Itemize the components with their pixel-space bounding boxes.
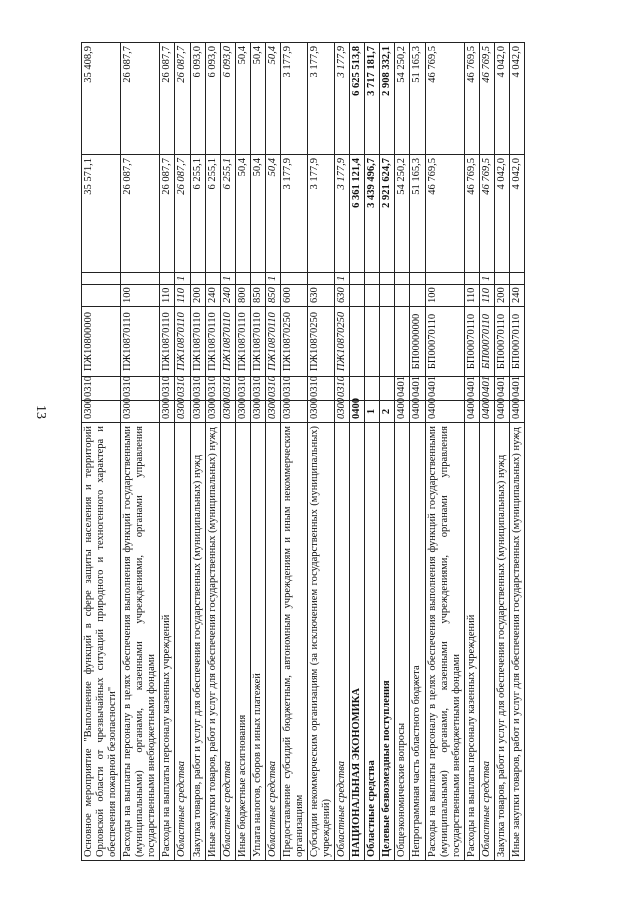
section-code: 0300 xyxy=(160,401,175,423)
section-code: 0400 xyxy=(410,401,425,423)
section-code: 0300 xyxy=(82,401,121,423)
source-code xyxy=(380,273,395,285)
source-code xyxy=(350,273,365,285)
amount-year-1: 6 361 121,4 xyxy=(350,155,365,273)
source-code: 1 xyxy=(335,273,350,285)
amount-year-2: 46 769,5 xyxy=(479,43,494,155)
expense-type-code: 200 xyxy=(494,285,509,307)
source-code xyxy=(205,273,220,285)
expense-type-code xyxy=(410,285,425,307)
expense-type-code xyxy=(350,285,365,307)
row-name: Иные закупки товаров, работ и услуг для обеспечения государственных (муниципальных) нужд xyxy=(509,423,524,861)
expense-type-code: 110 xyxy=(160,285,175,307)
source-code: 1 xyxy=(220,273,235,285)
table-row xyxy=(425,43,464,861)
amount-year-2: 6 625 513,8 xyxy=(350,43,365,155)
section-code: 0400 xyxy=(395,401,410,423)
section-code: 1 xyxy=(365,401,380,423)
expense-type-code: 240 xyxy=(509,285,524,307)
source-code: 1 xyxy=(265,273,280,285)
table-row xyxy=(160,43,175,861)
subsection-code: 0401 xyxy=(425,377,464,401)
amount-year-2: 4 042,0 xyxy=(494,43,509,155)
row-name: Расходы на выплаты персоналу в целях обеспечения выполнения функций государственными (муниципальными) органами, казенными учреждениями, органами управления государственными внебюджетными фондами xyxy=(425,423,464,861)
row-name: Закупка товаров, работ и услуг для обеспечения государственных (муниципальных) нужд xyxy=(190,423,205,861)
section-code: 0300 xyxy=(190,401,205,423)
amount-year-1: 26 087,7 xyxy=(160,155,175,273)
amount-year-1: 3 177,9 xyxy=(280,155,307,273)
section-code: 0400 xyxy=(509,401,524,423)
amount-year-2: 3 717 181,7 xyxy=(365,43,380,155)
subsection-code: 0310 xyxy=(121,377,160,401)
amount-year-1: 51 165,3 xyxy=(410,155,425,273)
section-code: 0300 xyxy=(308,401,335,423)
rotated-page xyxy=(81,43,606,861)
amount-year-2: 26 087,7 xyxy=(160,43,175,155)
source-code xyxy=(410,273,425,285)
amount-year-1: 4 042,0 xyxy=(494,155,509,273)
row-name: Областные средства xyxy=(220,423,235,861)
source-code xyxy=(365,273,380,285)
target-article-code: ПЖ10870250 xyxy=(280,307,307,377)
target-article-code xyxy=(380,307,395,377)
expense-type-code: 850 xyxy=(265,285,280,307)
row-name: Непрограммная часть областного бюджета xyxy=(410,423,425,861)
subsection-code: 0401 xyxy=(479,377,494,401)
table-row xyxy=(235,43,250,861)
target-article-code: ПЖ10870110 xyxy=(121,307,160,377)
amount-year-2: 6 093,0 xyxy=(205,43,220,155)
expense-type-code: 100 xyxy=(121,285,160,307)
source-code xyxy=(308,273,335,285)
expense-type-code xyxy=(395,285,410,307)
expense-type-code: 240 xyxy=(220,285,235,307)
amount-year-1: 4 042,0 xyxy=(509,155,524,273)
table-row xyxy=(280,43,307,861)
section-code: 0300 xyxy=(335,401,350,423)
source-code xyxy=(121,273,160,285)
row-name: Основное мероприятие "Выполнение функций в сфере защиты населения и территорий Орловской области от чрезвычайных ситуаций природного и техногенного характера и обеспечения пожарной безопасности" xyxy=(82,423,121,861)
target-article-code: БП00070110 xyxy=(479,307,494,377)
section-code: 0300 xyxy=(235,401,250,423)
table-row xyxy=(410,43,425,861)
target-article-code: БП00070110 xyxy=(494,307,509,377)
amount-year-2: 3 177,9 xyxy=(308,43,335,155)
subsection-code xyxy=(350,377,365,401)
target-article-code: БП00000000 xyxy=(410,307,425,377)
subsection-code: 0401 xyxy=(464,377,479,401)
row-name: Расходы на выплаты персоналу казенных учреждений xyxy=(464,423,479,861)
table-row xyxy=(220,43,235,861)
table-row xyxy=(380,43,395,861)
expense-type-code: 800 xyxy=(235,285,250,307)
amount-year-2: 26 087,7 xyxy=(175,43,190,155)
table-row xyxy=(365,43,380,861)
target-article-code: ПЖ10870110 xyxy=(235,307,250,377)
amount-year-2: 6 093,0 xyxy=(190,43,205,155)
table-row xyxy=(190,43,205,861)
amount-year-1: 3 177,9 xyxy=(335,155,350,273)
subsection-code: 0310 xyxy=(220,377,235,401)
amount-year-1: 26 087,7 xyxy=(121,155,160,273)
row-name: Расходы на выплаты персоналу казенных учреждений xyxy=(160,423,175,861)
expense-type-code xyxy=(380,285,395,307)
amount-year-1: 6 255,1 xyxy=(205,155,220,273)
target-article-code: ПЖ10870110 xyxy=(175,307,190,377)
amount-year-2: 46 769,5 xyxy=(464,43,479,155)
table-row xyxy=(205,43,220,861)
target-article-code: ПЖ10870110 xyxy=(250,307,265,377)
amount-year-1: 3 177,9 xyxy=(308,155,335,273)
amount-year-2: 35 408,9 xyxy=(82,43,121,155)
amount-year-1: 26 087,7 xyxy=(175,155,190,273)
amount-year-1: 46 769,5 xyxy=(425,155,464,273)
amount-year-1: 2 921 624,7 xyxy=(380,155,395,273)
amount-year-1: 46 769,5 xyxy=(464,155,479,273)
amount-year-2: 50,4 xyxy=(235,43,250,155)
page-number: 13 xyxy=(33,405,48,419)
expense-type-code: 630 xyxy=(335,285,350,307)
amount-year-1: 50,4 xyxy=(250,155,265,273)
table-row xyxy=(175,43,190,861)
expense-type-code xyxy=(365,285,380,307)
amount-year-1: 6 255,1 xyxy=(220,155,235,273)
table-row xyxy=(265,43,280,861)
target-article-code: ПЖ10800000 xyxy=(82,307,121,377)
row-name: Областные средства xyxy=(365,423,380,861)
expense-type-code: 600 xyxy=(280,285,307,307)
source-code xyxy=(464,273,479,285)
section-code: 0300 xyxy=(220,401,235,423)
source-code xyxy=(494,273,509,285)
row-name: Закупка товаров, работ и услуг для обеспечения государственных (муниципальных) нужд xyxy=(494,423,509,861)
row-name: Общеэкономические вопросы xyxy=(395,423,410,861)
source-code xyxy=(509,273,524,285)
source-code xyxy=(235,273,250,285)
amount-year-2: 6 093,0 xyxy=(220,43,235,155)
subsection-code: 0401 xyxy=(494,377,509,401)
amount-year-1: 46 769,5 xyxy=(479,155,494,273)
source-code xyxy=(425,273,464,285)
table-row xyxy=(494,43,509,861)
section-code: 0400 xyxy=(479,401,494,423)
row-name: Иные бюджетные ассигнования xyxy=(235,423,250,861)
subsection-code xyxy=(365,377,380,401)
amount-year-2: 2 908 332,1 xyxy=(380,43,395,155)
subsection-code: 0310 xyxy=(82,377,121,401)
section-code: 0300 xyxy=(280,401,307,423)
subsection-code: 0310 xyxy=(265,377,280,401)
target-article-code: БП00070110 xyxy=(464,307,479,377)
source-code xyxy=(190,273,205,285)
expense-type-code: 240 xyxy=(205,285,220,307)
table-row xyxy=(395,43,410,861)
target-article-code: ПЖ10870110 xyxy=(160,307,175,377)
amount-year-2: 26 087,7 xyxy=(121,43,160,155)
amount-year-1: 50,4 xyxy=(265,155,280,273)
subsection-code: 0310 xyxy=(308,377,335,401)
target-article-code: ПЖ10870250 xyxy=(308,307,335,377)
expense-type-code: 100 xyxy=(425,285,464,307)
source-code xyxy=(280,273,307,285)
section-code: 0300 xyxy=(175,401,190,423)
table-row xyxy=(82,43,121,861)
target-article-code xyxy=(350,307,365,377)
row-name: Предоставление субсидий бюджетным, автономным учреждениям и иным некоммерческим организациям xyxy=(280,423,307,861)
amount-year-1: 35 571,1 xyxy=(82,155,121,273)
source-code xyxy=(250,273,265,285)
subsection-code: 0401 xyxy=(395,377,410,401)
row-name: Иные закупки товаров, работ и услуг для обеспечения государственных (муниципальных) нужд xyxy=(205,423,220,861)
amount-year-2: 50,4 xyxy=(265,43,280,155)
section-code: 2 xyxy=(380,401,395,423)
amount-year-1: 6 255,1 xyxy=(190,155,205,273)
subsection-code: 0401 xyxy=(410,377,425,401)
amount-year-1: 50,4 xyxy=(235,155,250,273)
subsection-code: 0310 xyxy=(190,377,205,401)
section-code: 0400 xyxy=(494,401,509,423)
target-article-code: ПЖ10870110 xyxy=(265,307,280,377)
table-row xyxy=(308,43,335,861)
table-row xyxy=(350,43,365,861)
target-article-code xyxy=(365,307,380,377)
row-name: Областные средства xyxy=(175,423,190,861)
subsection-code: 0310 xyxy=(335,377,350,401)
expense-type-code: 110 xyxy=(464,285,479,307)
subsection-code: 0310 xyxy=(175,377,190,401)
table-row xyxy=(509,43,524,861)
section-code: 0300 xyxy=(121,401,160,423)
target-article-code: ПЖ10870110 xyxy=(190,307,205,377)
subsection-code xyxy=(380,377,395,401)
table-row xyxy=(250,43,265,861)
amount-year-2: 4 042,0 xyxy=(509,43,524,155)
source-code: 1 xyxy=(175,273,190,285)
amount-year-2: 3 177,9 xyxy=(335,43,350,155)
table-row xyxy=(121,43,160,861)
source-code xyxy=(160,273,175,285)
table-row xyxy=(335,43,350,861)
source-code xyxy=(395,273,410,285)
target-article-code: ПЖ10870110 xyxy=(220,307,235,377)
expense-type-code: 110 xyxy=(479,285,494,307)
target-article-code: БП00070110 xyxy=(425,307,464,377)
row-name: Уплата налогов, сборов и иных платежей xyxy=(250,423,265,861)
amount-year-2: 54 250,2 xyxy=(395,43,410,155)
subsection-code: 0310 xyxy=(205,377,220,401)
section-code: 0300 xyxy=(205,401,220,423)
section-code: 0300 xyxy=(265,401,280,423)
subsection-code: 0310 xyxy=(235,377,250,401)
target-article-code: ПЖ10870110 xyxy=(205,307,220,377)
expense-type-code xyxy=(82,285,121,307)
subsection-code: 0401 xyxy=(509,377,524,401)
section-code: 0400 xyxy=(464,401,479,423)
subsection-code: 0310 xyxy=(250,377,265,401)
source-code: 1 xyxy=(479,273,494,285)
expense-type-code: 630 xyxy=(308,285,335,307)
section-code: 0400 xyxy=(350,401,365,423)
row-name: Областные средства xyxy=(335,423,350,861)
expense-type-code: 110 xyxy=(175,285,190,307)
row-name: Целевые безвозмездные поступления xyxy=(380,423,395,861)
amount-year-2: 3 177,9 xyxy=(280,43,307,155)
section-code: 0300 xyxy=(250,401,265,423)
amount-year-1: 3 439 496,7 xyxy=(365,155,380,273)
subsection-code: 0310 xyxy=(280,377,307,401)
subsection-code: 0310 xyxy=(160,377,175,401)
row-name: НАЦИОНАЛЬНАЯ ЭКОНОМИКА xyxy=(350,423,365,861)
row-name: Субсидии некоммерческим организациям (за исключением государственных (муниципальных) учреждений) xyxy=(308,423,335,861)
row-name: Областные средства xyxy=(265,423,280,861)
section-code: 0400 xyxy=(425,401,464,423)
amount-year-1: 54 250,2 xyxy=(395,155,410,273)
amount-year-2: 50,4 xyxy=(250,43,265,155)
expense-type-code: 850 xyxy=(250,285,265,307)
amount-year-2: 51 165,3 xyxy=(410,43,425,155)
budget-table-body xyxy=(82,43,525,861)
row-name: Расходы на выплаты персоналу в целях обеспечения выполнения функций государственными (муниципальными) органами, казенными учреждениями, органами управления государственными внебюджетными фондами xyxy=(121,423,160,861)
table-row xyxy=(479,43,494,861)
expense-type-code: 200 xyxy=(190,285,205,307)
amount-year-2: 46 769,5 xyxy=(425,43,464,155)
target-article-code: БП00070110 xyxy=(509,307,524,377)
row-name: Областные средства xyxy=(479,423,494,861)
target-article-code: ПЖ10870250 xyxy=(335,307,350,377)
budget-table xyxy=(81,42,525,861)
source-code xyxy=(82,273,121,285)
table-row xyxy=(464,43,479,861)
target-article-code xyxy=(395,307,410,377)
